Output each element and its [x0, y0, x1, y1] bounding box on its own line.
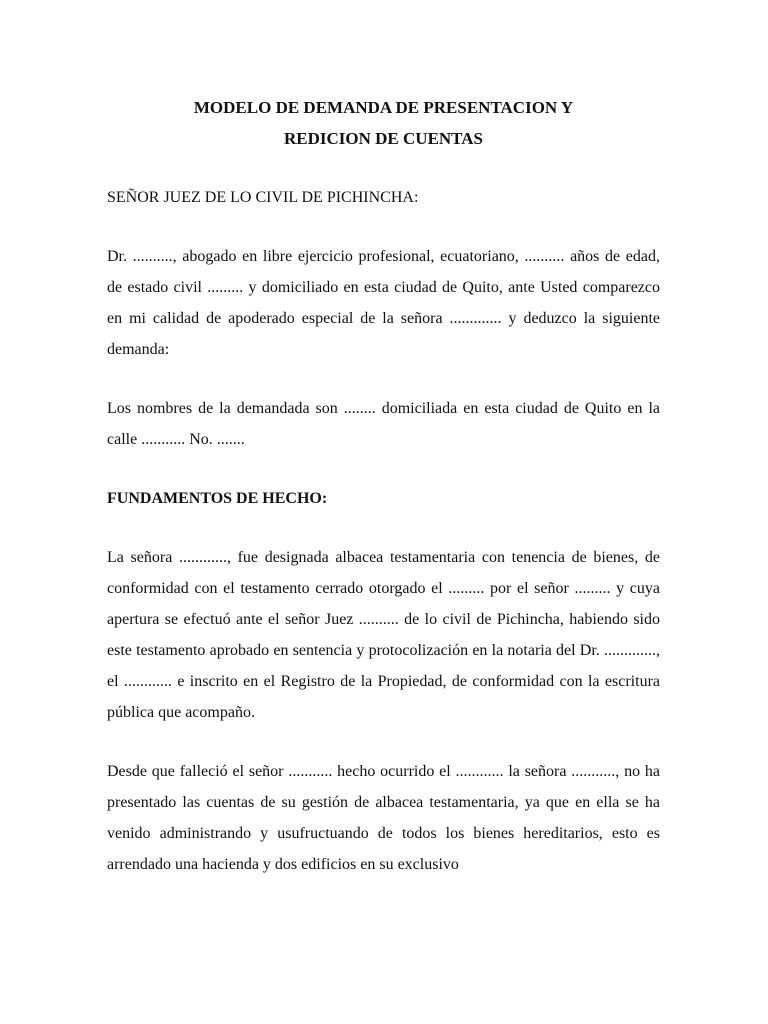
- paragraph-facts-1: La señora ............, fue designada albacea testamentaria con tenencia de bienes, de conformidad con el testamento cerrado otorgado el ......... por el señor ......... y cuya apertura se efectuó ante el señor Juez .......... de lo civil de Pichincha, habiendo sido este testamento aprobado en sentencia y protocolización en la notaria del Dr. ............., el ............ e inscrito en el Registro de la Propiedad, de conformidad con la escritura pública que acompaño.: [107, 549, 660, 721]
- title-line-2: REDICION DE CUENTAS: [284, 129, 483, 148]
- title-line-1: MODELO DE DEMANDA DE PRESENTACION Y: [193, 98, 574, 117]
- paragraph-plaintiff: Dr. .........., abogado en libre ejercicio profesional, ecuatoriano, .......... años de edad, de estado civil ......... y domiciliado en esta ciudad de Quito, ante Usted comparezco en mi calidad de apoderado especial de la señora ............. y deduzco la siguiente demanda:: [107, 248, 660, 358]
- section-heading-facts: FUNDAMENTOS DE HECHO:: [107, 490, 328, 507]
- document-title: [107, 92, 660, 154]
- document-page: [107, 92, 660, 880]
- paragraph-facts-2: Desde que falleció el señor ........... hecho ocurrido el ............ la señora ..........., no ha presentado las cuentas de su gestión de albacea testamentaria, ya que en ella se ha venido administrando y usufructuando de todos los bienes hereditarios, esto es arrendado una hacienda y dos edificios en su exclusivo: [107, 763, 660, 873]
- addressee: SEÑOR JUEZ DE LO CIVIL DE PICHINCHA:: [107, 189, 419, 206]
- paragraph-defendant: Los nombres de la demandada son ........ domiciliada en esta ciudad de Quito en la calle ........... No. .......: [107, 400, 660, 448]
